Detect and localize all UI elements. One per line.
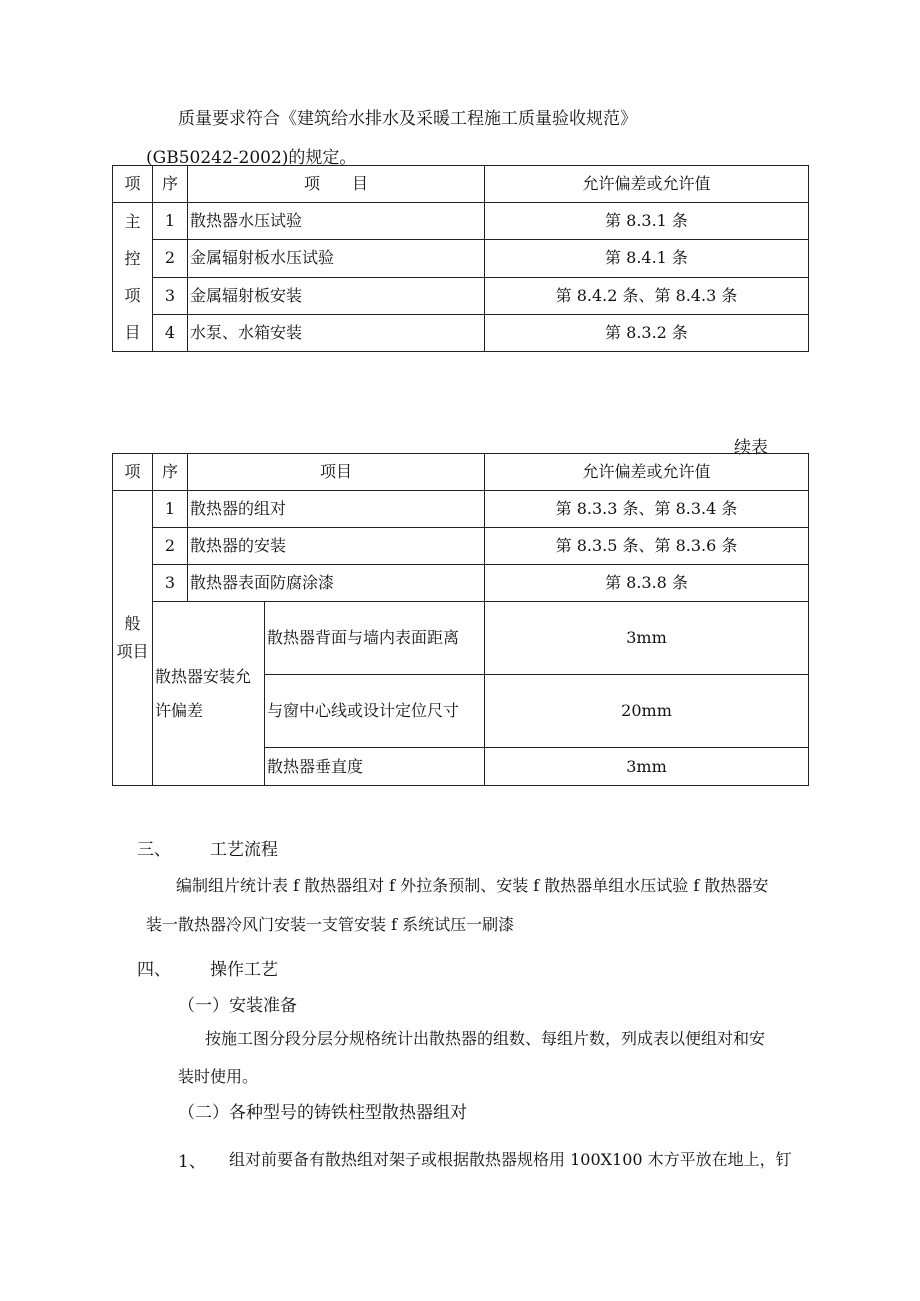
category-general (113, 491, 153, 786)
row-item: 水泵、水箱安装 (188, 314, 485, 351)
group-label-line: 散热器安装允 (155, 666, 252, 686)
row-seq: 3 (153, 565, 188, 602)
row-value: 3mm (485, 748, 809, 786)
section-4-number: 四、 (137, 960, 171, 980)
main-control-items-table (112, 165, 809, 352)
category-char: 项 (124, 286, 141, 305)
section-4-title: 操作工艺 (210, 960, 278, 980)
header-item: 项目 (188, 454, 485, 491)
row-item: 散热器的安装 (188, 528, 485, 565)
row-seq: 2 (153, 528, 188, 565)
row-value: 第 8.3.1 条 (485, 203, 809, 240)
subsection-1-line-1: 按施工图分段分层分规格统计出散热器的组数、每组片数，列成表以便组对和安 (205, 1029, 766, 1048)
row-item: 金属辐射板水压试验 (188, 240, 485, 277)
section-3-title: 工艺流程 (210, 840, 278, 860)
row-seq: 2 (153, 240, 188, 277)
row-value: 20mm (485, 675, 809, 748)
row-value: 第 8.4.1 条 (485, 240, 809, 277)
row-item: 散热器表面防腐涂漆 (188, 565, 485, 602)
row-seq: 4 (153, 314, 188, 351)
header-seq: 序 (153, 166, 188, 203)
row-item: 与窗中心线或设计定位尺寸 (265, 675, 485, 748)
subsection-1-title: （一）安装准备 (178, 996, 297, 1016)
category-char: 主 (124, 212, 141, 231)
row-seq: 3 (153, 277, 188, 314)
category-line: 般 (124, 614, 141, 633)
row-value: 第 8.3.5 条、第 8.3.6 条 (485, 528, 809, 565)
table-row (113, 203, 809, 240)
row-item: 散热器水压试验 (188, 203, 485, 240)
table-header-row (113, 454, 809, 491)
category-char: 目 (124, 323, 141, 342)
header-seq: 序 (153, 454, 188, 491)
header-category: 项 (113, 166, 153, 203)
header-value: 允许偏差或允许值 (485, 454, 809, 491)
continued-table-label: 续表 (734, 438, 768, 458)
row-value: 3mm (485, 602, 809, 675)
table-header-row (113, 166, 809, 203)
section-3-body-line-1: 编制组片统计表 f 散热器组对 f 外拉条预制、安装 f 散热器单组水压试验 f 散热器安 (176, 876, 769, 895)
installation-tolerance-group (153, 602, 265, 786)
table-row (113, 314, 809, 351)
category-line: 项目 (116, 642, 149, 661)
group-label-line: 许偏差 (155, 700, 204, 720)
row-item: 散热器的组对 (188, 491, 485, 528)
item-1-text: 组对前要备有散热组对架子或根据散热器规格用 100X100 木方平放在地上，钉 (229, 1150, 792, 1169)
category-char: 控 (124, 249, 141, 268)
category-main-control (113, 203, 153, 352)
row-item: 金属辐射板安装 (188, 277, 485, 314)
row-value: 第 8.3.3 条、第 8.3.4 条 (485, 491, 809, 528)
section-3-number: 三、 (137, 840, 171, 860)
table-row (113, 277, 809, 314)
section-3-body-line-2: 装一散热器冷风门安装一支管安装 f 系统试压一刷漆 (146, 915, 515, 934)
intro-line-2: (GB50242-2002)的规定。 (146, 148, 357, 168)
row-value: 第 8.3.2 条 (485, 314, 809, 351)
general-items-table (112, 453, 809, 786)
row-value: 第 8.3.8 条 (485, 565, 809, 602)
table-row (113, 240, 809, 277)
row-item: 散热器垂直度 (265, 748, 485, 786)
table-row (113, 491, 809, 528)
intro-line-1: 质量要求符合《建筑给水排水及采暖工程施工质量验收规范》 (178, 109, 637, 129)
table-row (113, 528, 809, 565)
header-category: 项 (113, 454, 153, 491)
table-row (113, 565, 809, 602)
row-seq: 1 (153, 203, 188, 240)
item-1-number: 1、 (178, 1152, 206, 1172)
header-item: 项 目 (188, 166, 485, 203)
subsection-1-line-2: 装时使用。 (178, 1067, 259, 1086)
row-value: 第 8.4.2 条、第 8.4.3 条 (485, 277, 809, 314)
table-row (113, 602, 809, 675)
subsection-2-title: （二）各种型号的铸铁柱型散热器组对 (178, 1103, 467, 1123)
row-item: 散热器背面与墙内表面距离 (265, 602, 485, 675)
row-seq: 1 (153, 491, 188, 528)
header-value: 允许偏差或允许值 (485, 166, 809, 203)
